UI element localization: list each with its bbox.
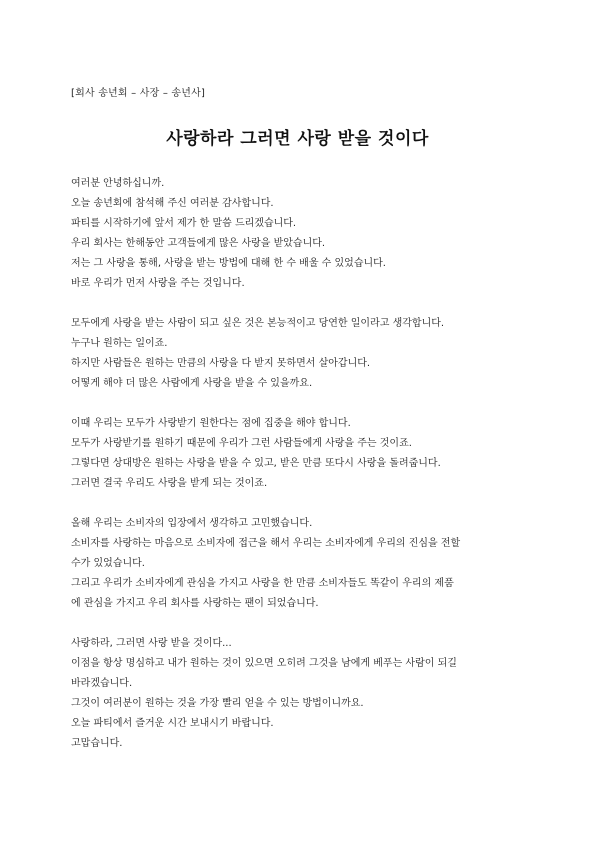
paragraph-3 (71, 414, 531, 494)
paragraph-line: 수가 있었습니다. (71, 558, 145, 569)
paragraph-line: 그러면 결국 우리도 사랑을 받게 되는 것이죠. (71, 478, 268, 489)
paragraph-line: 바라겠습니다. (71, 678, 133, 689)
paragraph-line: 오늘 송년회에 참석해 주신 여러분 감사합니다. (71, 198, 274, 209)
paragraph-5 (71, 634, 531, 754)
document-category: [회사 송년회 – 사장 – 송년사] (71, 88, 206, 99)
paragraph-line: 이때 우리는 모두가 사랑받기 원한다는 점에 집중을 해야 합니다. (71, 418, 351, 429)
paragraph-line: 사랑하라, 그러면 사랑 받을 것이다... (71, 638, 232, 649)
paragraph-line: 에 관심을 가지고 우리 회사를 사랑하는 팬이 되었습니다. (71, 598, 319, 609)
document-title: 사랑하라 그러면 사랑 받을 것이다 (166, 129, 429, 149)
paragraph-line: 그렇다면 상대방은 원하는 사랑을 받을 수 있고, 받은 만큼 또다시 사랑을 돌려줍니다. (71, 458, 441, 469)
paragraph-line: 올해 우리는 소비자의 입장에서 생각하고 고민했습니다. (71, 518, 313, 529)
paragraph-line: 모두에게 사랑을 받는 사람이 되고 싶은 것은 본능적이고 당연한 일이라고 생각합니다. (71, 318, 445, 329)
paragraph-line: 어떻게 해야 더 많은 사람에게 사랑을 받을 수 있을까요. (71, 378, 313, 389)
paragraph-1 (71, 174, 531, 294)
paragraph-line: 그것이 여러분이 원하는 것을 가장 빨리 얻을 수 있는 방법이니까요. (71, 698, 364, 709)
paragraph-line: 여러분 안녕하십니까. (71, 178, 165, 189)
paragraph-2 (71, 314, 531, 394)
paragraph-line: 모두가 사랑받기를 원하기 때문에 우리가 그런 사람들에게 사랑을 주는 것이죠. (71, 438, 412, 449)
paragraph-4 (71, 514, 531, 614)
paragraph-line: 오늘 파티에서 즐거운 시간 보내시기 바랍니다. (71, 718, 274, 729)
paragraph-line: 고맙습니다. (71, 738, 123, 749)
paragraph-line: 이점을 항상 명심하고 내가 원하는 것이 있으면 오히려 그것을 남에게 베푸는 사람이 되길 (71, 658, 457, 669)
paragraph-line: 누구나 원하는 일이죠. (71, 338, 168, 349)
document-body (71, 174, 531, 774)
paragraph-line: 우리 회사는 한해동안 고객들에게 많은 사랑을 받았습니다. (71, 238, 326, 249)
paragraph-line: 소비자를 사랑하는 마음으로 소비자에 접근을 해서 우리는 소비자에게 우리의 진심을 전할 (71, 538, 461, 549)
paragraph-line: 바로 우리가 먼저 사랑을 주는 것입니다. (71, 278, 245, 289)
paragraph-line: 그리고 우리가 소비자에게 관심을 가지고 사랑을 한 만큼 소비자들도 똑같이 우리의 제품 (71, 578, 454, 589)
paragraph-line: 저는 그 사랑을 통해, 사랑을 받는 방법에 대해 한 수 배울 수 있었습니다. (71, 258, 386, 269)
paragraph-line: 파티를 시작하기에 앞서 제가 한 말씀 드리겠습니다. (71, 218, 297, 229)
paragraph-line: 하지만 사람들은 원하는 만큼의 사랑을 다 받지 못하면서 살아갑니다. (71, 358, 371, 369)
